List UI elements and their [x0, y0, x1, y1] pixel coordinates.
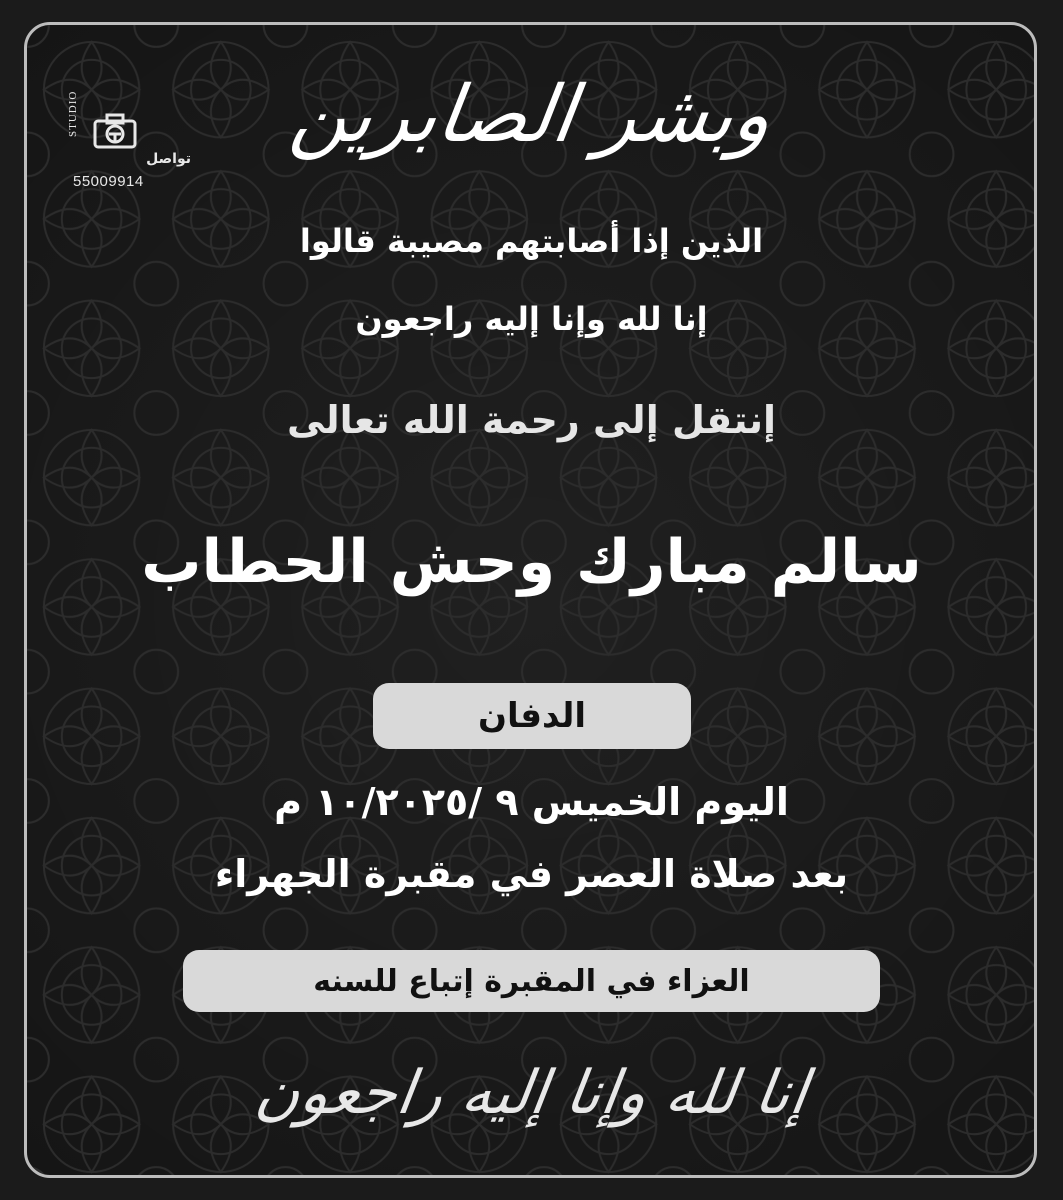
burial-badge	[373, 683, 691, 749]
announcement: إنتقل إلى رحمة الله تعالى	[286, 398, 777, 442]
footer-calligraphy: إنا لله وإنا إليه راجعون	[251, 1058, 812, 1128]
burial-label: الدفان	[477, 696, 587, 736]
condolence-badge	[183, 950, 880, 1012]
header-calligraphy: وبشر الصابرين	[285, 70, 778, 160]
condolence-text: العزاء في المقبرة إتباع للسنه	[313, 963, 750, 999]
studio-label: STUDIO	[67, 90, 79, 137]
burial-date: اليوم الخميس ٩ /١٠/٢٠٢٥ م	[274, 780, 789, 824]
burial-place: بعد صلاة العصر في مقبرة الجهراء	[214, 852, 849, 896]
verse-line-2: إنا لله وإنا إليه راجعون	[355, 300, 708, 338]
studio-name: تواصل	[146, 151, 191, 167]
verse-line-1: الذين إذا أصابتهم مصيبة قالوا	[299, 222, 764, 260]
studio-phone: 55009914	[73, 173, 144, 190]
deceased-name: سالم مبارك وحش الحطاب	[141, 527, 922, 597]
